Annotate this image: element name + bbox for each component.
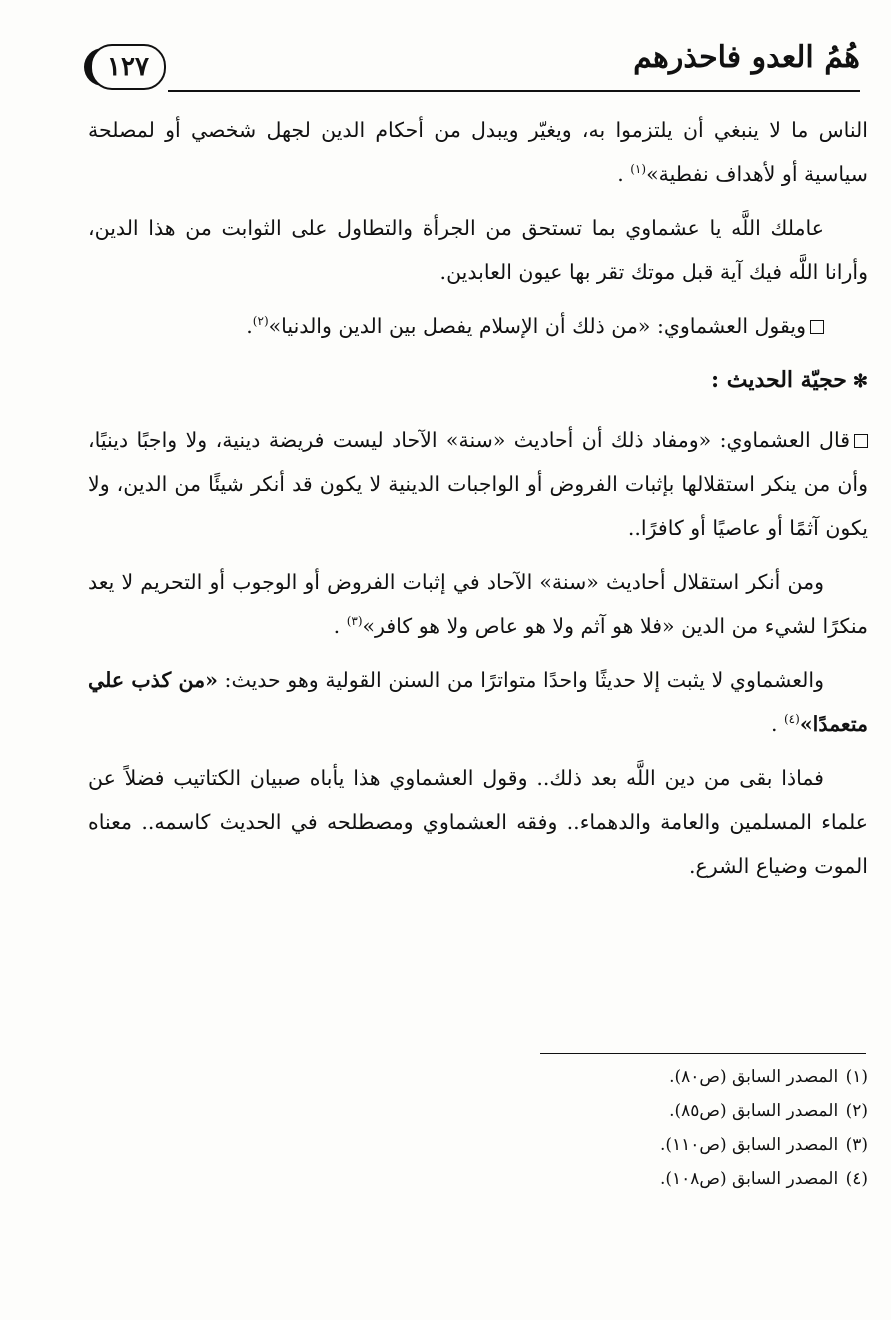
paragraph: الناس ما لا ينبغي أن يلتزموا به، ويغيّر ويبدل من أحكام الدين لجهل شخصي أو لمصلحة سياسية أو لأهداف نفطية»$^{(١)}$ . bbox=[88, 118, 868, 186]
paragraph: عاملك اللَّه يا عشماوي بما تستحق من الجرأة والتطاول على الثوابت من هذا الدين، وأرانا اللَّه فيك آية قبل موتك تقر بها عيون العابدين. bbox=[88, 216, 868, 284]
footnote-ref: (١) bbox=[630, 162, 647, 177]
paragraph: ويقول العشماوي: «من ذلك أن الإسلام يفصل بين الدين والدنيا»$^{(٢)}$. bbox=[88, 304, 868, 348]
running-title: هُمُ العدو فاحذرهم bbox=[633, 40, 860, 75]
paragraph: فماذا بقى من دين اللَّه بعد ذلك.. وقول العشماوي هذا يأباه صبيان الكتاتيب فضلاً عن علماء المسلمين والعامة والدهماء.. وفقه العشماوي ومصطلحه في الحديث كاسمه.. معناه الموت وضياع الشرع. bbox=[88, 766, 868, 878]
main-text bbox=[88, 108, 868, 898]
footnote-ref: (٣) bbox=[346, 614, 363, 629]
footnote-ref: (٤) bbox=[783, 712, 800, 727]
footnotes bbox=[88, 1060, 868, 1196]
header-rule bbox=[168, 90, 860, 92]
paragraph: ومن أنكر استقلال أحاديث «سنة» الآحاد في إثبات الفروض أو الوجوب أو التحريم لا يعد منكرًا لشيء من الدين «فلا هو آثم ولا هو عاص ولا هو كافر»$^{(٣)}$ . bbox=[88, 570, 868, 638]
footnote-rule bbox=[540, 1053, 866, 1054]
box-icon bbox=[854, 434, 868, 448]
paragraph: قال العشماوي: «ومفاد ذلك أن أحاديث «سنة» الآحاد ليست فريضة دينية، ولا واجبًا دينيًا، وأن من ينكر استقلالها بإثبات الفروض أو الواجبات الدينية لا يكون قد أنكر شيئًا من الدين، ولا يكون آثمًا أو عاصيًا أو كافرًا.. bbox=[88, 428, 868, 540]
footnote: (١) المصدر السابق (ص٨٠). bbox=[669, 1067, 868, 1087]
footnote: (٢) المصدر السابق (ص٨٥). bbox=[669, 1101, 868, 1121]
section-heading: ✻حجيّة الحديث : bbox=[710, 367, 868, 393]
asterisk-icon: ✻ bbox=[852, 371, 868, 392]
footnote-ref: (٢) bbox=[252, 314, 269, 329]
paragraph: والعشماوي لا يثبت إلا حديثًا واحدًا متواترًا من السنن القولية وهو حديث: «من كذب علي متعمدًا»$^{(٤)}$ . bbox=[88, 668, 868, 736]
footnote: (٤) المصدر السابق (ص١٠٨). bbox=[659, 1169, 868, 1189]
page-header bbox=[90, 40, 860, 96]
box-icon bbox=[810, 320, 824, 334]
footnote: (٣) المصدر السابق (ص١١٠). bbox=[659, 1135, 868, 1155]
page-number: ١٢٧ bbox=[90, 44, 166, 90]
hadith-quote: «من كذب علي متعمدًا» bbox=[88, 668, 868, 736]
